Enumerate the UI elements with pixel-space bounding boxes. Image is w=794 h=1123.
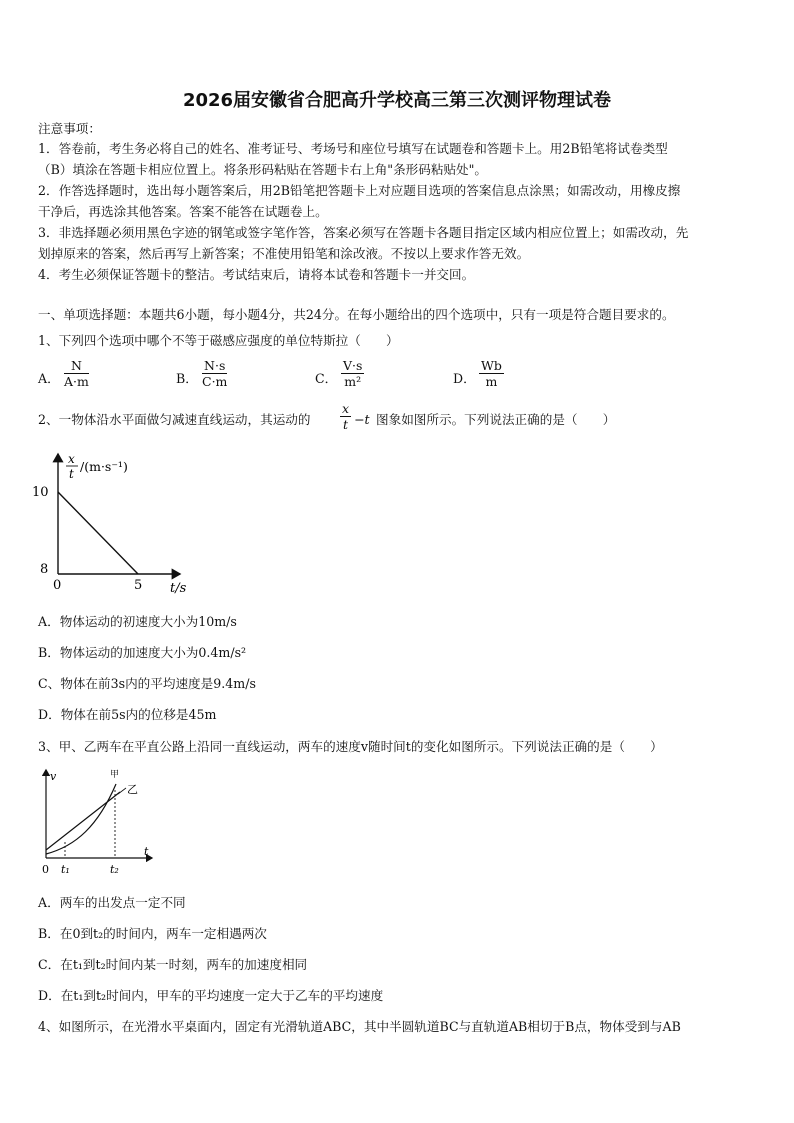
q1-option-a-den: A·m [64, 374, 89, 389]
q3-graph [36, 764, 160, 880]
q2-data-line [58, 492, 138, 574]
q2-stem-minus-t: −t [354, 412, 370, 427]
q3-option-b: B．在0到t₂的时间内，两车一定相遇两次 [38, 926, 267, 941]
question-3-stem: 3、甲、乙两车在平直公路上沿同一直线运动，两车的速度v随时间t的变化如图所示。下列说法正确的是（ ） [38, 739, 663, 754]
q3-curve-jia [46, 784, 116, 854]
q1-option-d-label: D． [453, 371, 476, 386]
q2-stem-fraction [340, 401, 351, 433]
q3-jia-label: 甲 [110, 770, 120, 780]
q1-option-d-num: Wb [481, 358, 502, 373]
q1-option-b-label: B． [176, 371, 198, 386]
question-2-stem-start: 2、一物体沿水平面做匀减速直线运动，其运动的 [38, 412, 311, 427]
page-title: 2026届安徽省合肥高升学校高三第三次测评物理试卷 [182, 90, 612, 111]
q3-t1-label: t₁ [61, 863, 70, 876]
question-4-stem: 4、如图所示，在光滑水平桌面内，固定有光滑轨道ABC，其中半圆轨道BC与直轨道AB相切于B点，物体受到与AB [38, 1019, 681, 1034]
q2-option-d: D．物体在前5s内的位移是45m [38, 707, 217, 722]
q1-option-b-fraction [202, 358, 227, 390]
notice-line-2: （B）填涂在答题卡相应位置上。将条形码粘贴在答题卡右上角"条形码粘贴处"。 [38, 162, 488, 177]
q3-x-label: t [144, 845, 149, 858]
q2-option-b: B．物体运动的加速度大小为0.4m/s² [38, 645, 247, 660]
notice-line-1: 1．答卷前，考生务必将自己的姓名、准考证号、考场号和座位号填写在试题卷和答题卡上。用2B铅笔将试卷类型 [38, 141, 668, 156]
q2-tick-x-5: 5 [134, 578, 143, 593]
section-heading: 一、单项选择题：本题共6小题，每小题4分，共24分。在每小题给出的四个选项中，只有一项是符合题目要求的。 [38, 307, 675, 322]
q3-origin: 0 [42, 863, 49, 876]
q1-option-c-fraction [341, 358, 364, 390]
q1-option-c-num: V·s [343, 358, 363, 373]
notice-line-7: 4．考生必须保证答题卡的整洁。考试结束后，请将本试卷和答题卡一并交回。 [38, 267, 475, 282]
q1-option-d-den: m [485, 374, 498, 389]
q1-option-a-label: A． [38, 371, 60, 386]
q3-line-yi [46, 792, 120, 850]
q2-tick-y-10: 10 [32, 485, 49, 500]
q2-y-label-num: x [68, 452, 75, 466]
notice-line-4: 干净后，再选涂其他答案。答案不能答在试题卷上。 [38, 204, 328, 219]
q1-option-b-den: C·m [202, 374, 228, 389]
q1-option-c-label: C． [315, 371, 338, 386]
q1-option-a-fraction [64, 358, 89, 390]
notice-heading: 注意事项： [38, 121, 101, 136]
q3-t2-label: t₂ [110, 863, 119, 876]
q2-stem-frac-den: t [343, 417, 349, 432]
q3-yi-leader [118, 788, 126, 794]
notice-line-5: 3．非选择题必须用黑色字迹的钢笔或签字笔作答，答案必须写在答题卡各题目指定区域内相应位置上；如需改动，先 [38, 225, 689, 240]
q3-option-a: A．两车的出发点一定不同 [38, 895, 186, 910]
q3-option-c: C．在t₁到t₂时间内某一时刻，两车的加速度相同 [38, 957, 308, 972]
q2-y-label-den: t [69, 467, 74, 481]
q1-option-a-num: N [70, 358, 82, 373]
notice-line-3: 2．作答选择题时，选出每小题答案后，用2B铅笔把答题卡上对应题目选项的答案信息点涂黑；如需改动，用橡皮擦 [38, 183, 681, 198]
question-2-stem-end: 图象如图所示。下列说法正确的是（ ） [376, 412, 616, 427]
q1-option-c-den: m² [344, 374, 362, 389]
q1-option-b-num: N·s [204, 358, 226, 373]
q3-yi-label: 乙 [127, 783, 138, 796]
q2-option-a: A．物体运动的初速度大小为10m/s [38, 614, 237, 629]
q2-option-c: C、物体在前3s内的平均速度是9.4m/s [38, 676, 256, 691]
q2-x-label: t/s [170, 581, 187, 596]
question-1-stem: 1、下列四个选项中哪个不等于磁感应强度的单位特斯拉（ ） [38, 333, 399, 348]
q2-graph [30, 446, 200, 600]
notice-line-6: 划掉原来的答案，然后再写上新答案；不准使用铅笔和涂改液。不按以上要求作答无效。 [38, 246, 530, 261]
q2-tick-x-0: 0 [53, 578, 62, 593]
q3-y-label: v [50, 770, 57, 783]
q2-stem-frac-num: x [342, 401, 350, 416]
q2-tick-y-8: 8 [40, 562, 49, 577]
q2-y-label-unit: /(m·s⁻¹) [80, 459, 128, 474]
q3-option-d: D．在t₁到t₂时间内，甲车的平均速度一定大于乙车的平均速度 [38, 988, 384, 1003]
q1-option-d-fraction [479, 358, 504, 390]
